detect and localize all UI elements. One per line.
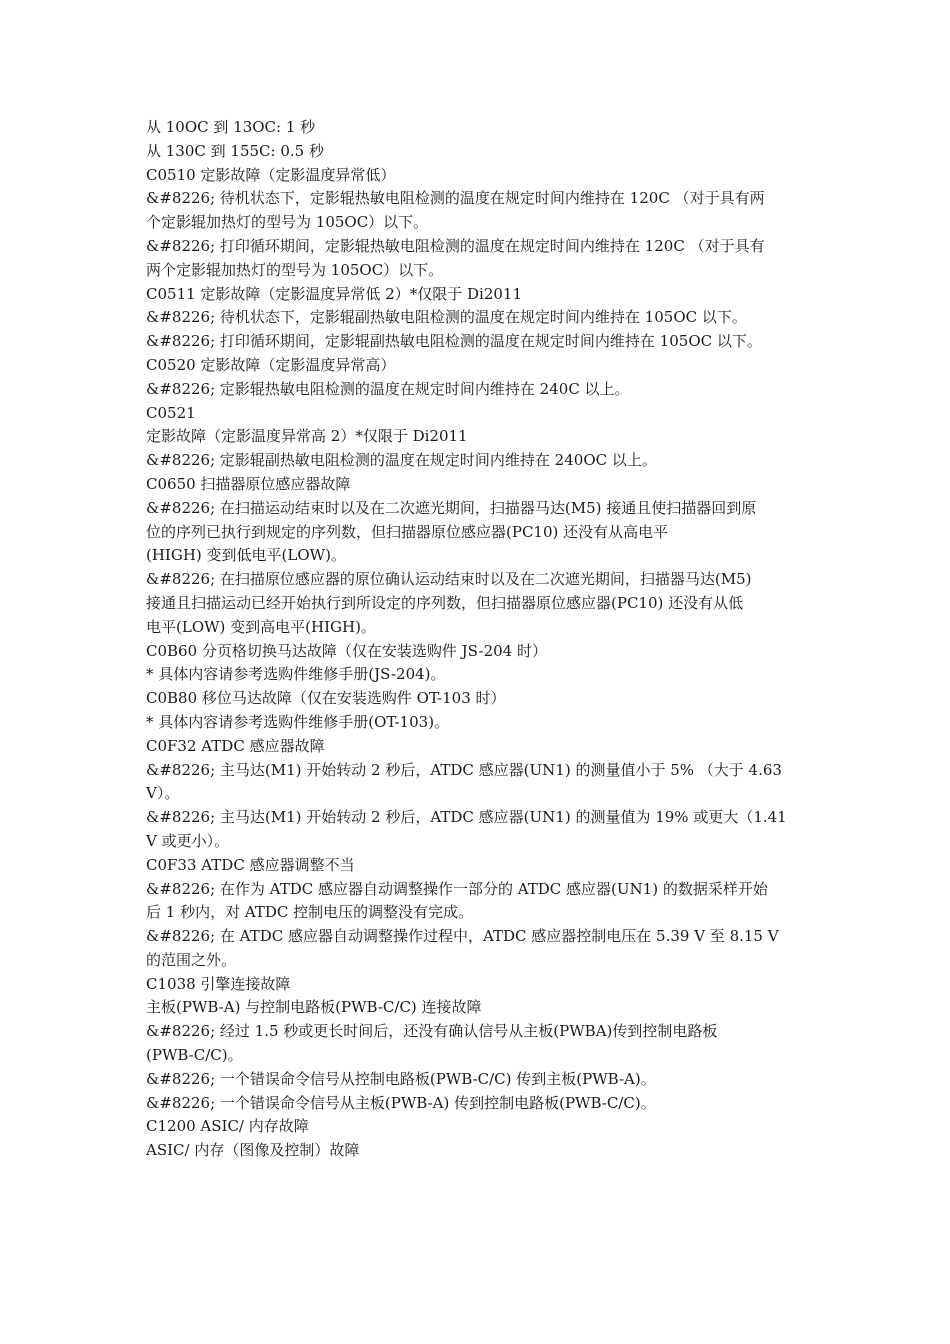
- text-line: * 具体内容请参考选购件维修手册(OT-103)。: [146, 712, 450, 731]
- text-line: &#8226; 待机状态下，定影辊副热敏电阻检测的温度在规定时间内维持在 105OC 以下。: [146, 308, 747, 327]
- text-line: &#8226; 打印循环期间，定影辊热敏电阻检测的温度在规定时间内维持在 120C （对于具有: [146, 236, 765, 255]
- text-line: 后 1 秒内，对 ATDC 控制电压的调整没有完成。: [146, 903, 474, 922]
- text-line: &#8226; 在作为 ATDC 感应器自动调整操作一部分的 ATDC 感应器(UN1) 的数据采样开始: [146, 879, 768, 898]
- text-line: C0510 定影故障（定影温度异常低）: [146, 165, 396, 184]
- text-line: 个定影辊加热灯的型号为 105OC）以下。: [146, 213, 429, 232]
- text-line: &#8226; 定影辊热敏电阻检测的温度在规定时间内维持在 240C 以上。: [146, 379, 630, 398]
- text-line: 两个定影辊加热灯的型号为 105OC）以下。: [146, 260, 444, 279]
- text-line: C0650 扫描器原位感应器故障: [146, 474, 351, 493]
- text-line: &#8226; 主马达(M1) 开始转动 2 秒后，ATDC 感应器(UN1) 的测量值为 19% 或更大（1.41: [146, 808, 787, 827]
- text-line: 主板(PWB-A) 与控制电路板(PWB-C/C) 连接故障: [146, 998, 482, 1017]
- text-line: 的范围之外。: [146, 950, 237, 969]
- text-line: C0F33 ATDC 感应器调整不当: [146, 855, 355, 874]
- text-line: C1038 引擎连接故障: [146, 974, 291, 993]
- text-line: &#8226; 一个错误命令信号从控制电路板(PWB-C/C) 传到主板(PWB-A)。: [146, 1069, 656, 1088]
- text-line: V）。: [146, 784, 180, 803]
- text-line: &#8226; 打印循环期间，定影辊副热敏电阻检测的温度在规定时间内维持在 105OC 以下。: [146, 332, 762, 351]
- text-line: &#8226; 在 ATDC 感应器自动调整操作过程中，ATDC 感应器控制电压在 5.39 V 至 8.15 V: [146, 927, 779, 946]
- text-line: 从 130C 到 155C: 0.5 秒: [146, 141, 324, 160]
- text-line: C0511 定影故障（定影温度异常低 2）*仅限于 Di2011: [146, 284, 522, 303]
- text-line: C1200 ASIC/ 内存故障: [146, 1117, 309, 1136]
- text-line: C0521: [146, 403, 196, 422]
- text-line: &#8226; 定影辊副热敏电阻检测的温度在规定时间内维持在 240OC 以上。: [146, 451, 657, 470]
- text-line: &#8226; 一个错误命令信号从主板(PWB-A) 传到控制电路板(PWB-C/C)。: [146, 1093, 656, 1112]
- text-line: V 或更小）。: [146, 831, 230, 850]
- text-line: 电平(LOW) 变到高电平(HIGH)。: [146, 617, 376, 636]
- text-line: &#8226; 主马达(M1) 开始转动 2 秒后，ATDC 感应器(UN1) 的测量值小于 5% （大于 4.63: [146, 760, 782, 779]
- text-line: &#8226; 待机状态下，定影辊热敏电阻检测的温度在规定时间内维持在 120C （对于具有两: [146, 189, 765, 208]
- text-line: C0B60 分页格切换马达故障（仅在安装选购件 JS-204 时）: [146, 641, 547, 660]
- text-line: ASIC/ 内存（图像及控制）故障: [146, 1141, 360, 1160]
- text-line: C0B80 移位马达故障（仅在安装选购件 OT-103 时）: [146, 689, 506, 708]
- text-line: * 具体内容请参考选购件维修手册(JS-204)。: [146, 665, 446, 684]
- text-line: (PWB-C/C)。: [146, 1046, 243, 1065]
- text-line: C0520 定影故障（定影温度异常高）: [146, 355, 396, 374]
- document-body: [146, 116, 811, 1163]
- text-line: 从 10OC 到 13OC: 1 秒: [146, 118, 316, 136]
- text-line: 接通且扫描运动已经开始执行到所设定的序列数，但扫描器原位感应器(PC10) 还没有从低: [146, 593, 744, 612]
- text-line: (HIGH) 变到低电平(LOW)。: [146, 546, 346, 565]
- text-line: 定影故障（定影温度异常高 2）*仅限于 Di2011: [146, 427, 468, 446]
- text-line: C0F32 ATDC 感应器故障: [146, 736, 325, 755]
- text-line: &#8226; 在扫描运动结束时以及在二次遮光期间，扫描器马达(M5) 接通且使扫描器回到原: [146, 498, 757, 517]
- text-line: &#8226; 经过 1.5 秒或更长时间后，还没有确认信号从主板(PWBA)传到控制电路板: [146, 1022, 718, 1041]
- text-line: 位的序列已执行到规定的序列数，但扫描器原位感应器(PC10) 还没有从高电平: [146, 522, 669, 541]
- text-line: &#8226; 在扫描原位感应器的原位确认运动结束时以及在二次遮光期间，扫描器马达(M5): [146, 570, 752, 589]
